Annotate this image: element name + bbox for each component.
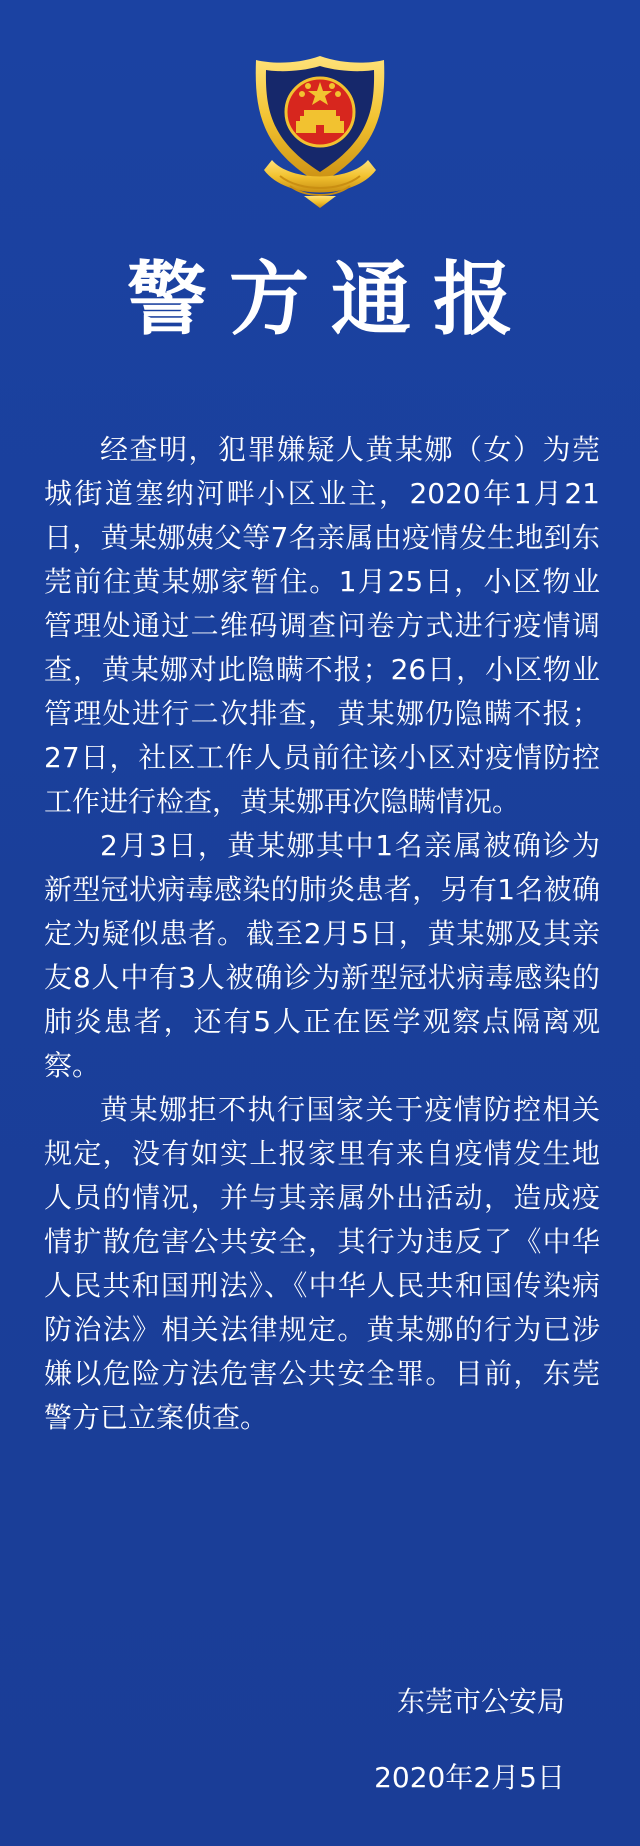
police-emblem-icon xyxy=(250,52,390,212)
notice-body xyxy=(44,428,600,1440)
page-title: 警方通报 xyxy=(127,253,535,346)
paragraph-1: 经查明，犯罪嫌疑人黄某娜（女）为莞城街道塞纳河畔小区业主，2020年1月21日，黄某娜姨父等7名亲属由疫情发生地到东莞前往黄某娜家暂住。1月25日，小区物业管理处通过二维码调查问卷方式进行疫情调查，黄某娜对此隐瞒不报；26日，小区物业管理处进行二次排查，黄某娜仍隐瞒不报；27日，社区工作人员前往该小区对疫情防控工作进行检查，黄某娜再次隐瞒情况。 xyxy=(44,433,600,818)
signature-date: 2020年2月5日 xyxy=(374,1761,565,1794)
paragraph-3: 黄某娜拒不执行国家关于疫情防控相关规定，没有如实上报家里有来自疫情发生地人员的情况，并与其亲属外出活动，造成疫情扩散危害公共安全，其行为违反了《中华人民共和国刑法》、《中华人民共和国传染病防治法》相关法律规定。黄某娜的行为已涉嫌以危险方法危害公共安全罪。目前，东莞警方已立案侦查。 xyxy=(44,1093,600,1434)
signature-organization: 东莞市公安局 xyxy=(396,1685,565,1718)
paragraph-2: 2月3日，黄某娜其中1名亲属被确诊为新型冠状病毒感染的肺炎患者，另有1名被确定为疑似患者。截至2月5日，黄某娜及其亲友8人中有3人被确诊为新型冠状病毒感染的肺炎患者，还有5人正在医学观察点隔离观察。 xyxy=(44,829,600,1082)
